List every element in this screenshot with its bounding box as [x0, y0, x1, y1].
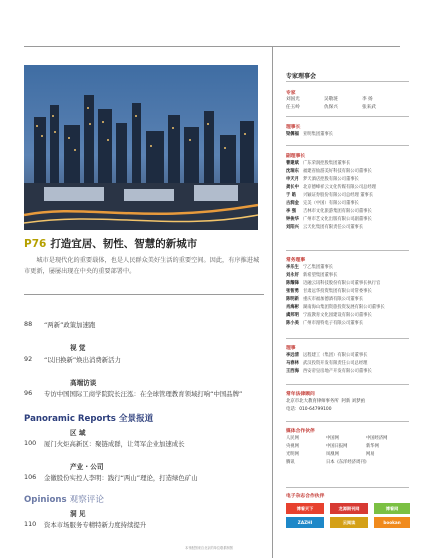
member-entry: 刘永好 新希望集团董事长: [286, 273, 338, 278]
epub-partner-logos: [286, 503, 410, 535]
member-entry: 刘阳兴 云天化集团有限责任公司董事长: [286, 225, 364, 230]
member-entry: 陈明新 重庆市福加德酒有限公司董事长: [286, 297, 364, 302]
divider: [24, 294, 264, 295]
member-entry: 虞邦明 宁波教育文化园建设有限公司董事长: [286, 313, 372, 318]
feature-description: 城市是现代化的重要载体，也是人民群众美好生活的重要空间。因此，有序推进城市更新，屡屡出现在中央的重要部署中。: [24, 257, 260, 275]
partner-logo: 博看天下: [286, 503, 324, 514]
epub-partners-label: 电子杂志合作伙伴: [286, 494, 325, 499]
member-entry: 申天月 梦天酒店控股有限公司董事长: [286, 177, 359, 182]
board-rule: [286, 421, 409, 422]
board-rule: [286, 81, 409, 82]
partner-row: 腾讯 日本《东洋经济周刊》: [286, 460, 369, 465]
board-title: 专家理事会: [286, 73, 317, 80]
partner-logo: bookan: [374, 517, 410, 528]
partner-logo: 云阅读: [330, 517, 368, 528]
opinions-heading: Opinions 观察评论: [24, 495, 104, 505]
footnote: 本刊配图来自北京的单位联系制图: [185, 546, 233, 550]
partner-row: 人民网 中国网 中国经济网: [286, 436, 388, 441]
partner-logo: ZAZHI: [286, 517, 324, 528]
member-entry: 肖海彬 湖南海山集团资旅投资发展有限公司董事长: [286, 305, 385, 310]
member-entry: 李 强 吉林市文化旅游集团有限公司董事长: [286, 209, 372, 214]
feature-story[interactable]: [24, 236, 264, 277]
partner-logo: 龙源期刊网: [330, 503, 368, 514]
experts-row: 任玉岭 仇保兴 张来武: [286, 105, 376, 110]
member-entry: 马春林 武汉投资开发有限责任公司总经理: [286, 361, 368, 366]
member-entry: 李乐生 宁乙集团董事长: [286, 265, 334, 270]
legal-counsel-firm: 北京市北大教育律师事务所 阿新 刘梦函: [286, 399, 365, 404]
board-rule: [286, 250, 409, 251]
legal-counsel-label: 常年法律顾问: [286, 392, 315, 397]
member-entry: 曹建斌 广东荣润控股集团董事长: [286, 161, 351, 166]
chair-entry: 梁儒福 亚明集团董事长: [286, 132, 334, 137]
legal-counsel-phone: 电话：010-64799100: [286, 407, 332, 412]
partner-row: 央视网 中国日报网 新华网: [286, 444, 379, 449]
board-rule: [286, 338, 409, 339]
directors-label: 理事: [286, 346, 296, 351]
top-rule: [24, 46, 400, 47]
experts-label: 专家: [286, 91, 296, 96]
member-entry: 于 皓 兴颖证券股份有限公司总经理 董事长: [286, 193, 374, 198]
column-divider: [272, 46, 273, 558]
partner-logo: 博看网: [374, 503, 410, 514]
member-entry: 李远清 远程建工（集团）有限公司董事长: [286, 353, 368, 358]
panoramic-reports-heading: Panoramic Reports 全景报道: [24, 414, 154, 424]
experts-row: 刘国光 吴敬琏 李 扬: [286, 97, 373, 102]
vice-chair-label: 副理事长: [286, 154, 306, 159]
member-entry: 古润金 完美（中国）有限公司董事长: [286, 201, 359, 206]
member-entry: 王西海 西安帝皇房地产开发有限公司董事长: [286, 369, 372, 374]
member-entry: 陈小美 广州市漫特电子有限公司董事长: [286, 321, 364, 326]
chair-label: 理事长: [286, 125, 301, 130]
feature-title: P76 打造宜居、韧性、智慧的新城市: [24, 238, 198, 250]
cover-image: [24, 65, 258, 230]
member-entry: 钟俊华 广州市艺文化出版有限公司副董事长: [286, 217, 372, 222]
board-rule: [286, 384, 409, 385]
council-label: 常务理事: [286, 258, 306, 263]
member-entry: 龚长中 北京德峰祥云文化传媒有限公司总经理: [286, 185, 377, 190]
board-rule: [286, 145, 409, 146]
board-rule: [286, 487, 409, 488]
member-entry: 陈耀锋 迈融云讯科技股份有限公司董事长执行官: [286, 281, 381, 286]
media-partners-label: 媒体合作伙伴: [286, 429, 315, 434]
feature-page-number: P76: [24, 238, 47, 250]
member-entry: 张智勇 甘肃远华投资集团有限公司常委事长: [286, 289, 372, 294]
partner-row: 光明网 凤凰网 网易: [286, 452, 375, 457]
member-entry: 沈瑞东 福建省仙游美好科技有限公司董事长: [286, 169, 372, 174]
board-rule: [286, 116, 409, 117]
